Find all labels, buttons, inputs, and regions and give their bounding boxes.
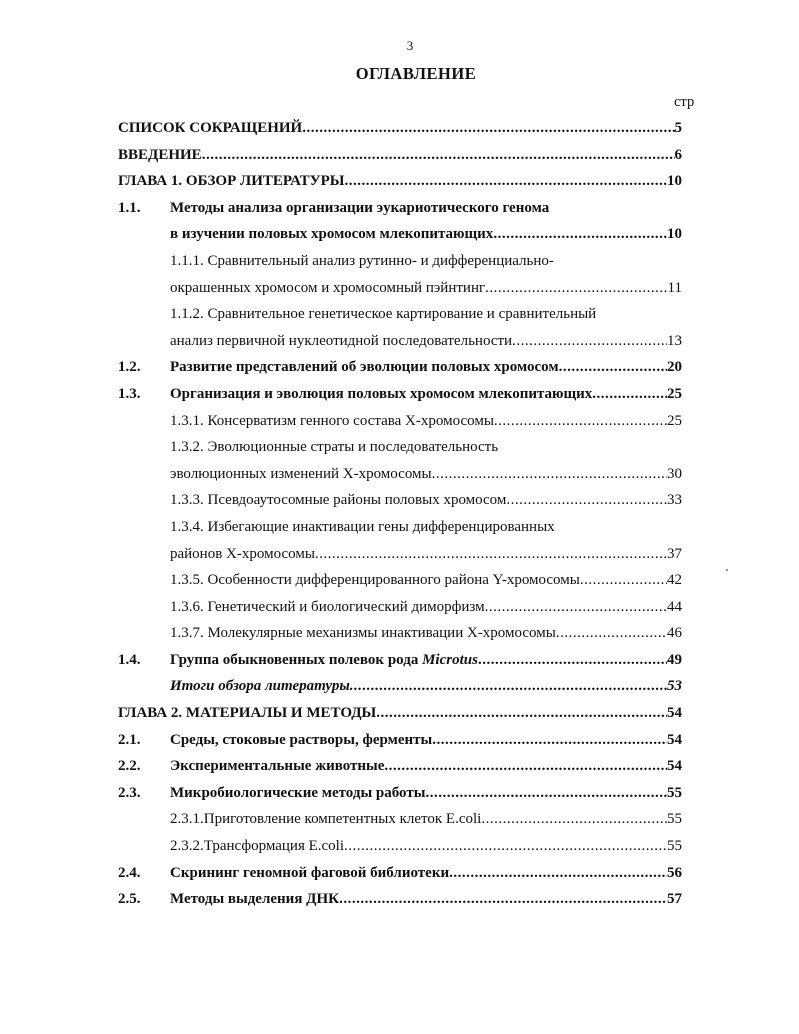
- page-number: 3: [406, 38, 414, 53]
- toc-entry[interactable]: 1.1.1. Сравнительный анализ рутинно- и дифференциально-: [170, 252, 554, 269]
- toc-entry[interactable]: 2.3.2.Трансформация E.coli ..... 55: [0, 836, 799, 863]
- toc-entry[interactable]: 1.3.7. Молекулярные механизмы инактивации Х-хромосомы ..... 46: [0, 623, 799, 650]
- table-of-contents: [0, 118, 799, 916]
- toc-entry[interactable]: 1.3.3. Псевдоаутосомные районы половых хромосом ..... 33: [0, 490, 799, 517]
- toc-entry[interactable]: 2.3. Микробиологические методы работы ..... 55: [0, 783, 799, 810]
- toc-entry[interactable]: 1.3.1. Консерватизм генного состава Х-хромосомы ..... 25: [0, 411, 799, 438]
- section-number: 2.2.: [118, 758, 141, 775]
- section-number: 1.1.: [118, 199, 141, 216]
- toc-entry[interactable]: 1.3.4. Избегающие инактивации гены дифференцированных: [170, 518, 555, 535]
- toc-entry[interactable]: 1.2. Развитие представлений об эволюции половых хромосом ..... 20: [0, 357, 799, 384]
- toc-entry[interactable]: 2.4. Скрининг геномной фаговой библиотеки ..... 56: [0, 863, 799, 890]
- toc-entry[interactable]: эволюционных изменений Х-хромосомы ..... 30: [0, 464, 799, 491]
- toc-entry[interactable]: окрашенных хромосом и хромосомный пэйнтинг ..... 11: [0, 278, 799, 305]
- toc-entry[interactable]: 2.2. Экспериментальные животные ..... 54: [0, 756, 799, 783]
- toc-entry[interactable]: 1.1. Методы анализа организации эукариотического генома: [118, 199, 550, 216]
- section-number: 2.5.: [118, 891, 141, 908]
- toc-entry[interactable]: 1.3. Организация и эволюция половых хромосом млекопитающих ..... 25: [0, 384, 799, 411]
- toc-entry[interactable]: 2.5. Методы выделения ДНК ..... 57: [0, 889, 799, 916]
- toc-entry[interactable]: ВВЕДЕНИЕ ..... 6: [0, 145, 799, 172]
- toc-entry[interactable]: 2.3.1.Приготовление компетентных клеток E.coli ..... 55: [0, 809, 799, 836]
- toc-entry[interactable]: Итоги обзора литературы ..... 53: [0, 676, 799, 703]
- section-number: 1.4.: [118, 651, 141, 668]
- section-number: 2.3.: [118, 784, 141, 801]
- scan-speck: [726, 569, 728, 571]
- toc-entry[interactable]: СПИСОК СОКРАЩЕНИЙ ..... 5: [0, 118, 799, 145]
- page-column-label: стр: [674, 94, 695, 110]
- toc-entry[interactable]: анализ первичной нуклеотидной последовательности ..... 13: [0, 331, 799, 358]
- section-number: 1.3.: [118, 385, 141, 402]
- toc-entry[interactable]: 1.3.2. Эволюционные страты и последовательность: [170, 439, 499, 456]
- toc-entry[interactable]: 1.3.6. Генетический и биологический диморфизм ..... 44: [0, 597, 799, 624]
- toc-entry[interactable]: районов Х-хромосомы ..... 37: [0, 544, 799, 571]
- toc-entry[interactable]: 2.1. Среды, стоковые растворы, ферменты ..... 54: [0, 730, 799, 757]
- section-number: 2.1.: [118, 731, 141, 748]
- toc-entry[interactable]: ГЛАВА 2. МАТЕРИАЛЫ И МЕТОДЫ ..... 54: [0, 703, 799, 730]
- toc-entry[interactable]: ГЛАВА 1. ОБЗОР ЛИТЕРАТУРЫ ..... 10: [0, 171, 799, 198]
- toc-entry[interactable]: в изучении половых хромосом млекопитающих ..... 10: [0, 224, 799, 251]
- toc-entry[interactable]: 1.3.5. Особенности дифференцированного района Y-хромосомы ..... 42: [0, 570, 799, 597]
- section-number: 2.4.: [118, 864, 141, 881]
- page-title: ОГЛАВЛЕНИЕ: [355, 64, 477, 83]
- toc-entry[interactable]: 1.4. Группа обыкновенных полевок рода Microtus ..... 49: [0, 650, 799, 677]
- section-number: 1.2.: [118, 359, 141, 376]
- toc-entry[interactable]: 1.1.2. Сравнительное генетическое картирование и сравнительный: [170, 306, 597, 323]
